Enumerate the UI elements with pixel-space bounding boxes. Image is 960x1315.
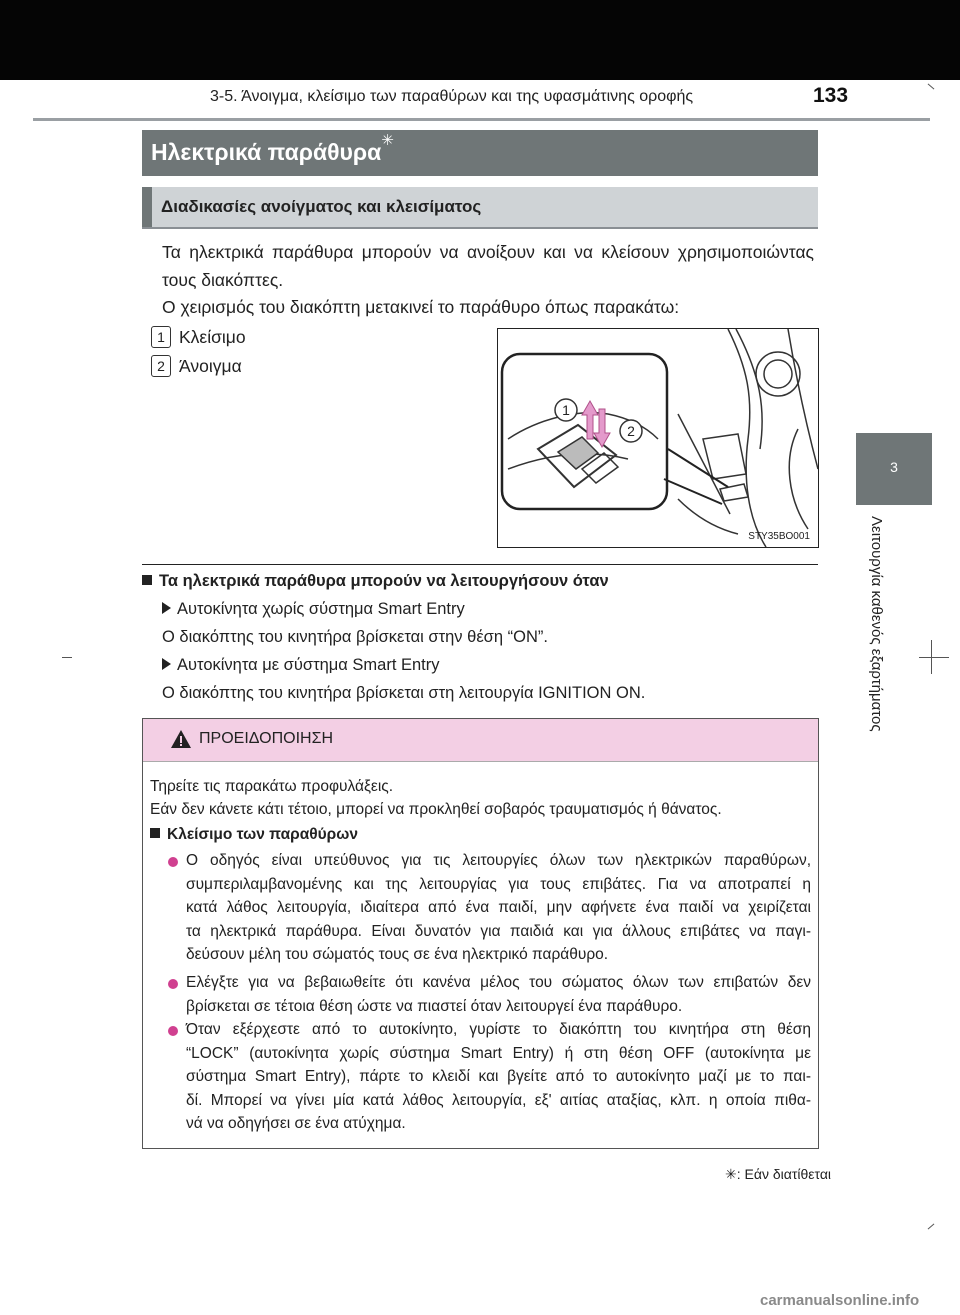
section-title — [151, 132, 394, 166]
chapter-tab: 3 — [856, 433, 932, 505]
subsection-bar — [142, 187, 818, 229]
warning-bullet-1 — [186, 849, 811, 967]
text-line: Ελέγξτε για να βεβαιωθείτε ότι κανένα μέλος του σώματος όλων των επιβατών δεν — [186, 974, 811, 991]
callout-1: 1 — [562, 402, 570, 418]
text-line: Όταν εξέρχεστε από το αυτοκίνητο, γυρίστε το διακόπτη του κινητήρα στη θέση — [186, 1021, 811, 1038]
square-bullet-icon — [142, 575, 152, 585]
crop-mark — [62, 657, 72, 658]
section-title-bar — [142, 130, 818, 176]
triangle-bullet-icon — [162, 602, 171, 614]
text-line: τα ηλεκτρικά παράθυρα. Είναι δυνατόν για παιδιά και για άλλους επιβάτες να παγι- — [186, 922, 811, 940]
list-item-open — [151, 355, 242, 377]
item-label: Άνοιγμα — [179, 356, 242, 376]
warning-box — [142, 718, 819, 1149]
text-line: βρίσκεται σε τέτοια θέση ώστε να πιαστεί όταν λειτουργεί ένα παράθυρο. — [186, 997, 683, 1015]
top-black-band — [0, 0, 960, 80]
text-line: νά να οδηγήσει σε ένα ατύχημα. — [186, 1115, 406, 1132]
switch-drawing — [498, 329, 818, 547]
window-switch-illustration — [497, 328, 819, 548]
bullet-dot-icon — [168, 979, 178, 989]
warning-heading — [150, 823, 358, 847]
watermark: carmanualsonline.info — [760, 1292, 920, 1309]
square-bullet-icon — [150, 828, 160, 838]
text-line: “LOCK” (αυτοκίνητα χωρίς σύστημα Smart Entry) ή στη θέση OFF (αυτοκίνητα με — [186, 1044, 811, 1062]
warning-triangle-icon — [170, 729, 192, 749]
intro-paragraph-1: Τα ηλεκτρικά παράθυρα μπορούν να ανοίξουν και να κλείσουν χρησιμοποιώντας τους διακόπτες. — [162, 242, 814, 290]
breadcrumb: 3-5. Άνοιγμα, κλείσιμο των παραθύρων και της υφασμάτινης οροφής — [210, 88, 694, 105]
callout-2: 2 — [627, 423, 635, 439]
crop-mark — [919, 657, 949, 658]
item-label: Κλείσιμο — [179, 327, 246, 347]
triangle-bullet-icon — [162, 658, 171, 670]
warning-intro-1: Τηρείτε τις παρακάτω προφυλάξεις. — [150, 778, 394, 795]
case-1-label-text: Αυτοκίνητα χωρίς σύστημα Smart Entry — [177, 600, 465, 618]
warning-intro-2: Εάν δεν κάνετε κάτι τέτοιο, μπορεί να προκληθεί σοβαρός τραυματισμός ή θάνατος. — [150, 801, 722, 818]
case-2-text: Ο διακόπτης του κινητήρα βρίσκεται στη λειτουργία IGNITION ON. — [162, 684, 646, 702]
case-1-text: Ο διακόπτης του κινητήρα βρίσκεται στην θέση “ON”. — [162, 628, 548, 646]
section-rule — [142, 564, 818, 565]
bullet-dot-icon — [168, 857, 178, 867]
warning-header — [143, 719, 818, 762]
text-line: δί. Μπορεί να γίνει μία κατά λάθος λειτουργία, εξ' αιτίας αταξίας, κλπ. η οποία πιθα- — [186, 1091, 811, 1109]
intro-paragraph-2: Ο χειρισμός του διακόπτη μετακινεί το παράθυρο όπως παρακάτω: — [162, 297, 680, 317]
section-title-text: Ηλεκτρικά παράθυρα — [151, 139, 382, 165]
case-2-label-text: Αυτοκίνητα με σύστημα Smart Entry — [177, 656, 440, 674]
warning-bullet-3 — [186, 1018, 811, 1136]
bullet-dot-icon — [168, 1026, 178, 1036]
figure-code: STY35BO001 — [748, 531, 810, 542]
text-line: συμπεριλαμβανομένης και της λειτουργίας για τους επιβάτες. Για να αποτραπεί η — [186, 875, 811, 893]
page-number: 133 — [813, 84, 849, 107]
list-item-close — [151, 326, 246, 348]
item-number: 2 — [151, 355, 171, 377]
crop-mark — [928, 1224, 935, 1230]
conditions-heading — [142, 572, 609, 591]
text-line: κατά λάθος λειτουργία, ιδιαίτερα από ένα παιδί, μην αφήνετε ένα παιδί να χειρίζεται — [186, 899, 811, 916]
footnote — [725, 1166, 831, 1183]
footnote-mark: ✳ — [725, 1166, 737, 1182]
subsection-title: Διαδικασίες ανοίγματος και κλεισίματος — [161, 197, 482, 216]
item-number: 1 — [151, 326, 171, 348]
chapter-title: Λειτουργία καθενός εξαρτήματος — [868, 516, 885, 732]
footnote-text: : Εάν διατίθεται — [736, 1166, 832, 1182]
header-rule — [33, 118, 930, 121]
subsection-accent — [142, 187, 152, 227]
crop-mark — [928, 84, 935, 90]
warning-title: ΠΡΟΕΙΔΟΠΟΙΗΣΗ — [199, 730, 334, 747]
case-2-label — [162, 656, 440, 675]
warning-bullet-2 — [186, 971, 811, 1018]
text-line: δεύσουν μέλη του σώματός τους σε ένα ηλεκτρικό παράθυρο. — [186, 946, 609, 963]
text-line: Ο οδηγός είναι υπεύθυνος για τις λειτουργίες όλων των ηλεκτρικών παραθύρων, — [186, 852, 811, 869]
warning-heading-text: Κλείσιμο των παραθύρων — [167, 826, 358, 843]
text-line: σύστημα Smart Entry), πάρτε το κλειδί και βγείτε από το αυτοκίνητο μαζί με το παι- — [186, 1068, 811, 1085]
crop-mark — [931, 640, 932, 674]
case-1-label — [162, 600, 465, 619]
conditions-heading-text: Τα ηλεκτρικά παράθυρα μπορούν να λειτουργήσουν όταν — [159, 572, 609, 590]
optional-mark: ✳ — [381, 132, 394, 149]
